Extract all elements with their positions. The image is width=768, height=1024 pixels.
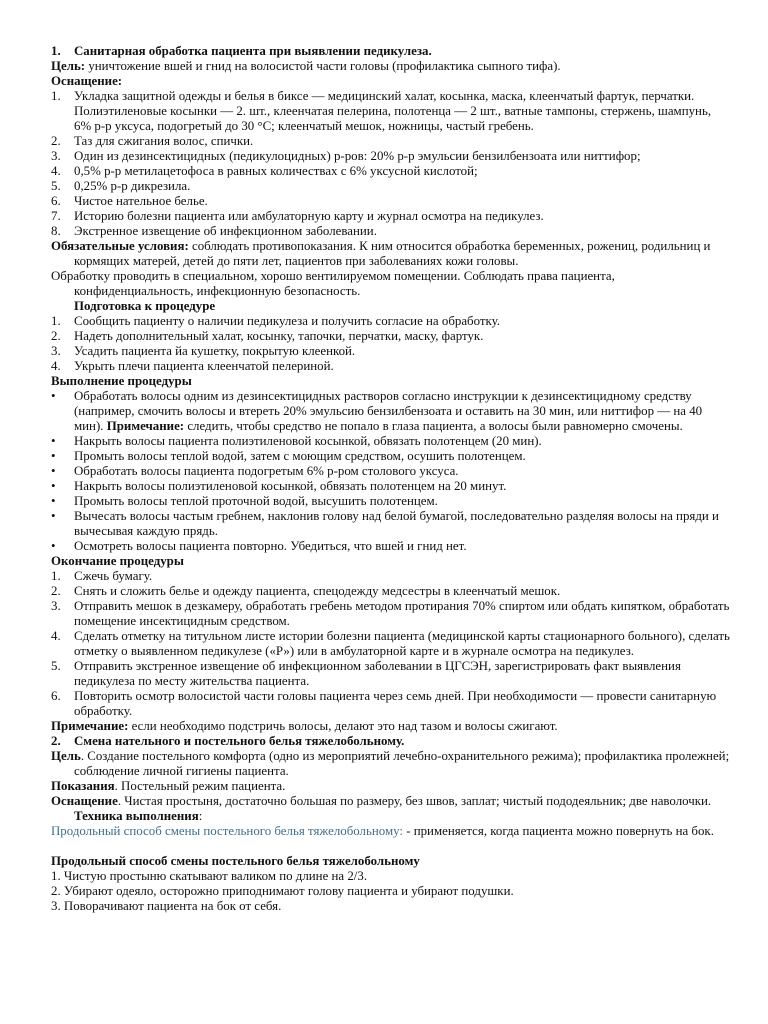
section-2-number: 2. bbox=[51, 734, 61, 748]
bullet-item: • Обработать волосы пациента подогретым 6% р-ром столового уксуса. bbox=[51, 464, 459, 478]
list-item: 6. Чистое нательное белье. bbox=[51, 194, 208, 208]
section-1-number: 1. bbox=[51, 44, 61, 58]
bullet-item: • Обработать волосы одним из дезинсектицидных растворов согласно инструкции к дезинсектицидному средству (например, смочить волосы и втереть 20% эмульсию бензилбензоата и оставить на 30 мин, или ниттифор — на 40 мин). Примечание: следить, чтобы средство не попало в глаза пациента, а волосы были равномерно смочены. bbox=[51, 389, 703, 433]
list-item: 2. Таз для сжигания волос, спички. bbox=[51, 134, 254, 148]
list-item: 6. Повторить осмотр волосистой части головы пациента через семь дней. При необходимости — провести санитарную обработку. bbox=[51, 689, 717, 718]
bullet-item: • Накрыть волосы пациента полиэтиленовой косынкой, обвязать полотенцем (20 мин). bbox=[51, 434, 542, 448]
bullet-item: • Осмотреть волосы пациента повторно. Убедиться, что вшей и гнид нет. bbox=[51, 539, 467, 553]
list-item: 5. 0,25% р-р дикрезила. bbox=[51, 179, 191, 193]
list-item: 2. Надеть дополнительный халат, косынку, тапочки, перчатки, маску, фартук. bbox=[51, 329, 484, 343]
bullet-item: • Вычесать волосы частым гребнем, наклонив голову над белой бумагой, последовательно разделяя волосы на пряди и вычесывая каждую прядь. bbox=[51, 509, 719, 538]
s2-goal: Цель. Создание постельного комфорта (одно из мероприятий лечебно-охранительного режима); профилактика пролежней; соблюдение личной гигиены пациента. bbox=[51, 749, 730, 778]
list-item: 4. Сделать отметку на титульном листе истории болезни пациента (медицинской карты стационарного больного), сделать отметку о выявленном педикулезе («Р») или в амбулаторной карте и в журнале осмотра на педикулез. bbox=[51, 629, 730, 658]
s2-indications: Показания. Постельный режим пациента. bbox=[51, 779, 286, 793]
list-item: 3. Один из дезинсектицидных (педикулоцидных) р-ров: 20% р-р эмульсии бензилбензоата или ниттифор; bbox=[51, 149, 641, 163]
section-2-title: Смена нательного и постельного белья тяжелобольному. bbox=[74, 734, 405, 748]
s2-method-line: Продольный способ смены постельного белья тяжелобольному: - применяется, когда пациента можно повернуть на бок. bbox=[51, 824, 714, 838]
list-item: 4. Укрыть плечи пациента клеенчатой пелериной. bbox=[51, 359, 334, 373]
bullet-item: • Промыть волосы теплой водой, затем с моющим средством, осушить полотенцем. bbox=[51, 449, 526, 463]
list-item: 1. Сообщить пациенту о наличии педикулеза и получить согласие на обработку. bbox=[51, 314, 500, 328]
s1-conditions-2: Обработку проводить в специальном, хорошо вентилируемом помещении. Соблюдать права пациента, конфиденциальность, инфекционную безопасность. bbox=[51, 269, 615, 298]
s1-conditions: Обязательные условия: соблюдать противопоказания. К ним относится обработка беременных, рожениц, родильниц и кормящих матерей, детей до пяти лет, пациентов при заболеваниях кожи головы. bbox=[51, 239, 711, 268]
list-item: 1. Сжечь бумагу. bbox=[51, 569, 153, 583]
spacer bbox=[51, 839, 731, 854]
step-item: 1. Чистую простыню скатывают валиком по длине на 2/3. bbox=[51, 869, 368, 883]
s1-prep-heading: Подготовка к процедуре bbox=[74, 299, 216, 313]
s1-equip-heading bbox=[51, 74, 731, 89]
s1-exec-heading: Выполнение процедуры bbox=[51, 374, 192, 388]
section-1-title: Санитарная обработка пациента при выявлении педикулеза. bbox=[74, 44, 432, 58]
s1-note: Примечание: если необходимо подстричь волосы, делают это над тазом и волосы сжигают. bbox=[51, 719, 558, 733]
list-item: 4. 0,5% р-р метилацетофоса в равных количествах с 6% уксусной кислотой; bbox=[51, 164, 478, 178]
list-item: 2. Снять и сложить белье и одежду пациента, спецодежду медсестры в клеенчатый мешок. bbox=[51, 584, 561, 598]
s2-sub-heading: Продольный способ смены постельного белья тяжелобольному bbox=[51, 854, 420, 868]
list-item: 8. Экстренное извещение об инфекционном заболевании. bbox=[51, 224, 377, 238]
method-link[interactable]: Продольный способ смены постельного белья тяжелобольному: bbox=[51, 824, 403, 838]
step-item: 3. Поворачивают пациента на бок от себя. bbox=[51, 899, 282, 913]
list-item: 5. Отправить экстренное извещение об инфекционном заболевании в ЦГСЭН, зарегистрировать факт выявления педикулеза по месту жительства пациента. bbox=[51, 659, 681, 688]
s1-goal bbox=[51, 59, 731, 74]
list-item: 3. Отправить мешок в дезкамеру, обработать гребень методом протирания 70% спиртом или обдать кипятком, обработать помещение инсектицидным средством. bbox=[51, 599, 730, 628]
s1-equip-label: Оснащение: bbox=[51, 74, 123, 88]
s2-tech-heading: Техника выполнения: bbox=[74, 809, 203, 823]
s1-goal-label: Цель: bbox=[51, 59, 86, 73]
list-item: 7. Историю болезни пациента или амбулаторную карту и журнал осмотра на педикулез. bbox=[51, 209, 544, 223]
bullet-item: • Промыть волосы теплой проточной водой, высушить полотенцем. bbox=[51, 494, 438, 508]
list-item: 1. Укладка защитной одежды и белья в биксе — медицинский халат, косынка, маска, клеенчатый фартук, перчатки. Полиэтиленовые косынки — 2. шт., клеенчатая пелерина, полотенца — 2 шт., ватные тампоны, стержень, шампунь, 6% р-р уксуса, подогретый до 30 °С; клеенчатый мешок, ножницы, частый гребень. bbox=[51, 89, 712, 133]
s2-equip: Оснащение. Чистая простыня, достаточно большая по размеру, без швов, заплат; чистый пододеяльник; две наволочки. bbox=[51, 794, 712, 808]
s1-end-heading: Окончание процедуры bbox=[51, 554, 184, 568]
section-2-heading bbox=[51, 734, 731, 749]
section-1-heading bbox=[51, 44, 731, 59]
bullet-item: • Накрыть волосы полиэтиленовой косынкой, обвязать полотенцем на 20 минут. bbox=[51, 479, 507, 493]
step-item: 2. Убирают одеяло, осторожно приподнимают голову пациента и убирают подушки. bbox=[51, 884, 514, 898]
list-item: 3. Усадить пациента йа кушетку, покрытую клеенкой. bbox=[51, 344, 356, 358]
s1-goal-text: уничтожение вшей и гнид на волосистой части головы (профилактика сыпного тифа). bbox=[85, 59, 561, 73]
document-content bbox=[51, 44, 731, 914]
